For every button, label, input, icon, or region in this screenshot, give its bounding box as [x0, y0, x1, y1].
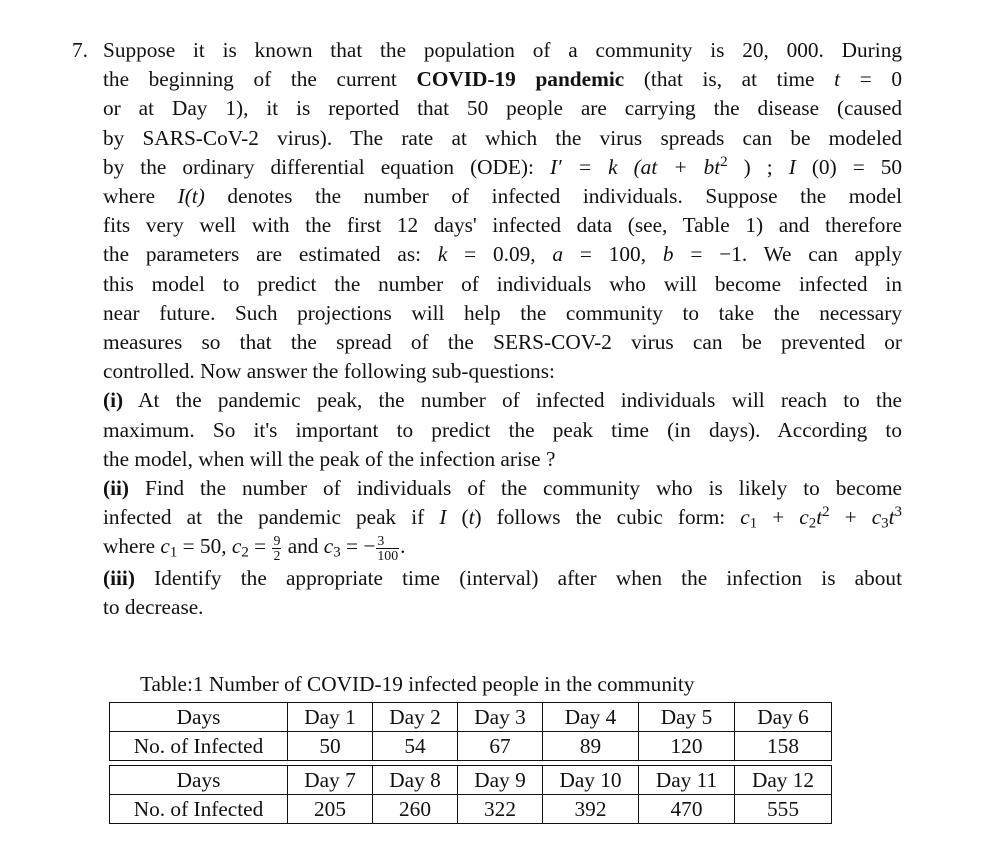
infected-cell: 392 [543, 795, 639, 824]
problem-line: controlled. Now answer the following sub-questions: [103, 359, 555, 384]
problem-line: near future. Such projections will help the community to take the necessary [103, 300, 902, 325]
infected-cell: 54 [373, 732, 458, 761]
infected-cell: 322 [458, 795, 543, 824]
problem-line: maximum. So it's important to predict the peak time (in days). According to [103, 417, 902, 442]
problem-line: fits very well with the first 12 days' infected data (see, Table 1) and therefore [103, 213, 902, 238]
infected-cell: 260 [373, 795, 458, 824]
infected-cell: 555 [735, 795, 832, 824]
ode-equation: I′ = k (at + bt [549, 154, 721, 179]
subquestion-ii: (ii) Find the number of individuals of the community who is likely to become [103, 476, 902, 501]
day-cell: Day 10 [543, 766, 639, 795]
problem-line: the model, when will the peak of the infection arise ? [103, 446, 556, 471]
problem-text [103, 36, 902, 622]
problem-number: 7. [72, 38, 88, 62]
day-cell: Day 3 [458, 703, 543, 732]
infected-cell: 89 [543, 732, 639, 761]
problem-line: infected at the pandemic peak if I (t) follows the cubic form: $c_1 + c_2t^2 + c_3t^3$ [103, 504, 902, 532]
problem-line: to decrease. [103, 594, 204, 619]
infected-cell: 158 [735, 732, 832, 761]
infected-table-days-1-6 [109, 702, 832, 761]
fraction-nine-halves: $\frac{9}{2}$ [273, 532, 281, 564]
row-header-days: Days [110, 703, 288, 732]
table-row-infected [110, 795, 832, 824]
problem-line: the beginning of the current COVID-19 pandemic (that is, at time t = 0 [103, 67, 903, 92]
day-cell: Day 6 [735, 703, 832, 732]
subquestion-i: (i) At the pandemic peak, the number of infected individuals will reach to the [103, 388, 902, 413]
row-header-days: Days [110, 766, 288, 795]
problem-line: by the ordinary differential equation (ODE): I′ = k ($at + bt^2$ ) ; I (0) = 50 [103, 153, 903, 179]
fraction-three-hundredths: $\frac{3}{100}$ [377, 532, 399, 564]
problem-line: this model to predict the number of individuals who will become infected in [103, 271, 902, 296]
infected-cell: 120 [639, 732, 735, 761]
problem-line: by SARS-CoV-2 virus). The rate at which the virus spreads can be modeled [103, 125, 902, 150]
problem-line: where $c_1 = 50$, $c_2$ = $\frac{9}{2}$ and $c_3$ = − $\frac{3}{100}$ . [103, 532, 406, 564]
subquestion-iii: (iii) Identify the appropriate time (interval) after when the infection is about [103, 565, 902, 590]
table-row-days [110, 703, 832, 732]
table-row-days [110, 766, 832, 795]
day-cell: Day 9 [458, 766, 543, 795]
day-cell: Day 12 [735, 766, 832, 795]
problem-line: where I(t) denotes the number of infected individuals. Suppose the model [103, 184, 902, 209]
infected-table-days-7-12 [109, 765, 832, 824]
infected-cell: 470 [639, 795, 735, 824]
table-caption: Table:1 Number of COVID-19 infected people in the community [140, 672, 695, 696]
infected-cell: 67 [458, 732, 543, 761]
problem-7 [72, 36, 902, 622]
day-cell: Day 4 [543, 703, 639, 732]
table-row-infected [110, 732, 832, 761]
infected-cell: 205 [288, 795, 373, 824]
problem-line: Suppose it is known that the population of a community is 20, 000. During [103, 38, 902, 62]
day-cell: Day 1 [288, 703, 373, 732]
problem-line: measures so that the spread of the SERS-COV-2 virus can be prevented or [103, 330, 902, 355]
day-cell: Day 11 [639, 766, 735, 795]
emphasis-covid: COVID-19 pandemic [416, 67, 625, 92]
row-header-infected: No. of Infected [110, 732, 288, 761]
problem-line: the parameters are estimated as: k = 0.09, a = 100, b = −1. We can apply [103, 242, 902, 267]
day-cell: Day 2 [373, 703, 458, 732]
row-header-infected: No. of Infected [110, 795, 288, 824]
day-cell: Day 5 [639, 703, 735, 732]
infected-cell: 50 [288, 732, 373, 761]
day-cell: Day 8 [373, 766, 458, 795]
problem-line: or at Day 1), it is reported that 50 people are carrying the disease (caused [103, 96, 902, 121]
day-cell: Day 7 [288, 766, 373, 795]
